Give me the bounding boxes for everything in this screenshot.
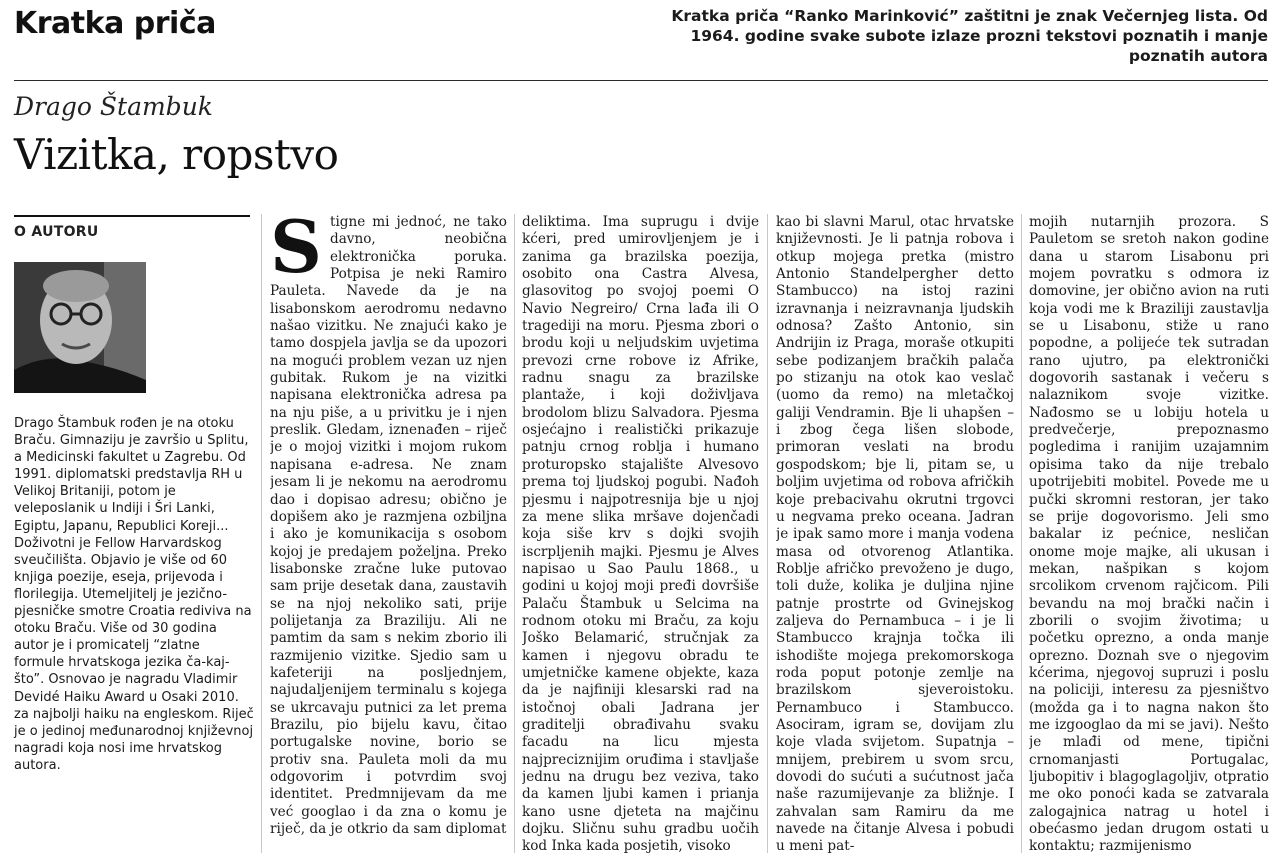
body-column-4 [1029,214,1269,853]
column-divider [514,214,515,853]
sidebar-heading: O AUTORU [14,224,99,240]
body-text: kao bi slavni Marul, otac hrvatske književnosti. Je li patnja robova i otkup mojega pretka (mistro Antonio Standelpergher detto Stambucco) na istoj razini izravnanja i neizravnanja ljudskih odnosa? Zašto Antonio, sin Andrijin iz Praga, moraše otkupiti sebe podizanjem bračkih palača po stizanju na otok kao veslač (uomo da remo) na mletačkoj galiji Vendramin. Bje li uhapšen – i zbog čega lišen slobode, primoran veslati na brodu gospodskom; bje li, pitam se, u boljim uvjetima od robova afričkih koje prebacivahu okrutni trgovci u negvama preko oceana. Jadran je ipak samo more i manja vodena masa od otvorenog Atlantika. Roblje afričko prevoženo je dugo, toli duže, kolika je duljina njine patnje prostrte od Gvinejskog zaljeva do Pernambuca – i je li Stambucco krajnja točka ili ishodište mojega prekomorskoga roda poput potonje zemlje na brazilskom sjeveroistoku. Pernambuco i Stambucco. Asociram, igram se, dovijam zlu koje vlada svijetom. Supatnja – mnijem, prebirem u svom srcu, dovodi do sućuti a sućutnost jača naše razumijevanje za bližnje. I zahvalan sam Ramiru da me navede na čitanje Alvesa i pobudi u meni pat- [776,214,1014,853]
author-bio: Drago Štambuk rođen je na otoku Braču. Gimnaziju je završio u Splitu, a Medicinski fakultet u Zagrebu. Od 1991. diplomatski predstavlja RH u Velikoj Britaniji, potom je veleposlanik u Indiji i Šri Lanki, Egiptu, Japanu, Republici Koreji... Doživotni je Fellow Harvardskog sveučilišta. Objavio je više od 60 knjiga poezije, eseja, prijevoda i florilegija. Utemeljitelj je jezično-pjesničke smotre Croatia rediviva na otoku Braču. Više od 30 godina autor je i promicatelj “zlatne formule hrvatskoga jezika ča-kaj-što”. Osnovao je nagradu Vladimir Devidé Haiku Award u Osaki 2010. za najbolji haiku na engleskom. Riječ je o jedinoj međunarodnoj književnoj nagradi koja nosi ime hrvatskog autora. [14,416,254,773]
section-label: Kratka priča [14,6,216,41]
story-author: Drago Štambuk [14,92,213,121]
body-text: tigne mi jednoć, ne tako davno, neobična elektronička poruka. Potpisa je neki Ramiro Pauleta. Navede da je na lisabonskom aerodromu nedavno našao vizitku. Ne znajući kako je tamo dospjela javlja se da upozori na mogući problem vezan uz njen gubitak. Rukom je na vizitki napisana elektronička adresa pa na nju piše, a u privitku je i njen preslik. Gledam, iznenađen – riječ je o mojoj vizitki i mojom rukom napisana e-adresa. Ne znam jesam li je nekomu na aerodromu dao i dopisao adresu; obično je dopišem ako je razmjena ozbiljna i ako je komunikacija s osobom kojoj je predajem poželjna. Preko lisabonske zračne luke putovao sam prije desetak dana, zaustavih se na njoj nekoliko sati, prije polijetanja za Braziliju. Ali ne pamtim da sam s nekim zborio ili razmijenio vizitke. Sjedio sam u kafeteriji na posljednjem, najudaljenijem terminalu s kojega se ukrcavaju putnici za let prema Brazilu, pio bijelu kavu, čitao portugalske novine, borio se protiv sna. Pauleta moli da mu odgovorim i potvrdim svoj identitet. Predmnijevam da me već googlao i da zna o komu je riječ, da je otkrio da sam diplomat [270,214,507,838]
body-text: deliktima. Ima suprugu i dvije kćeri, pred umirovljenjem je i zanima ga brazilska poezija, osobito ona Castra Alvesa, glasovitog po svojoj poemi O Navio Negreiro/ Crna lađa ili O tragediji na moru. Pjesma zbori o brodu koji u neljudskim uvjetima prevozi crne robove iz Afrike, radnu snagu za brazilske plantaže, i koji doživljava brodolom blizu Salvadora. Pjesma osjećajno i realistički prikazuje patnju crnog roblja i humano proturopsko stajalište Alvesovo prema toj ljudskoj pogubi. Nađoh pjesmu i najpotresnija bje u njoj za mene slika mršave dojenčadi koja siše krv s dojki svojih iscrpljenih majki. Pjesmu je Alves napisao u Sao Paulu 1868., u godini u kojoj moji pređi dovršiše Palaču Štambuk u Selcima na rodnom otoku mi Braču, za koju Joško Belamarić, stručnjak za kamen i njegovu obradu te umjetničke kamene objekte, kaza da je najfiniji klesarski rad na istočnoj obali Jadrana jer graditelji obrađivahu svaku facadu na licu mjesta najpreciznijim oruđima i stavljaše jednu na drugu bez veziva, tako da kamen ljubi kamen i prianja kano usne djeteta na majčinu dojku. Sličnu suhu gradbu uočih kod Inka kada posjetih, visoko [522,214,759,853]
body-column-3 [776,214,1014,853]
author-photo [14,262,146,393]
drop-cap: S [270,214,322,289]
column-divider [1021,214,1022,853]
author-portrait-icon [14,262,146,393]
sidebar-divider [14,215,250,217]
section-tagline: Kratka priča “Ranko Marinković” zaštitni je znak Večernjeg lista. Od 1964. godine svake subote izlaze prozni tekstovi poznatih i manje poznatih autora [671,7,1268,65]
column-divider [261,214,262,853]
header-divider [14,80,1268,81]
body-column-2 [522,214,759,853]
column-divider [767,214,768,853]
body-column-1 [270,214,507,853]
story-title: Vizitka, ropstvo [14,130,339,179]
body-text: mojih nutarnjih prozora. S Pauletom se sretoh nakon godine dana u starom Lisabonu pri mojem povratku s odmora iz domovine, jer obično avion na ruti koja vodi me k Braziliji zaustavlja se u Lisabonu, stiže u rano popodne, a polijeće tek sutradan rano ujutro, pa elektronički dogovorih sastanak i večeru s nalaznikom svoje vizitke. Nađosmo se u lobiju hotela u predvečerje, prepoznasmo pogledima i ranijim uzajamnim opisima tako da nije trebalo upotrijebiti mobitel. Povede me u pučki skromni restoran, jer tako se prije dogovorismo. Jeli smo bakalar iz pećnice, nesličan onome moje majke, ali ukusan i mekan, našpikan s kojom srcolikom crvenom rajčicom. Pili bevandu na moj brački način i zborili o svojim životima; u početku oprezno, a onda manje oprezno. Doznah sve o njegovim kćerima, njegovoj supruzi i poslu na policiji, interesu za pjesništvo (možda ga i to nagna nakon što me izgooglao da mi se javi). Nešto je mlađi od mene, tipični crnomanjasti Portugalac, ljubopitiv i blagoglagoljiv, otpratio me oko ponoći kada se zatvarala zalogajnica natrag u hotel i obećasmo jedan drugom ostati u kontaktu; razmijenismo [1029,214,1269,853]
